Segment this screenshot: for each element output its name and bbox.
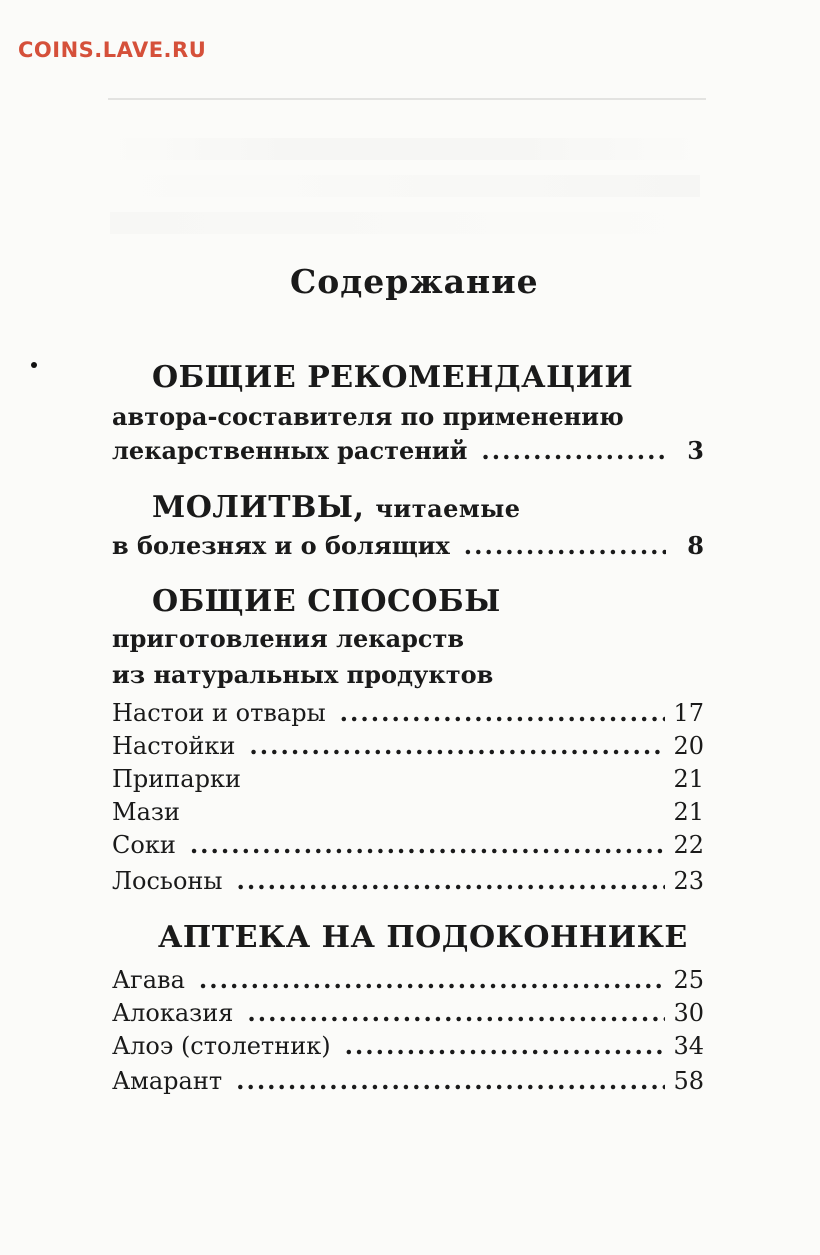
stray-ink-mark xyxy=(31,362,37,368)
toc-page-number: 34 xyxy=(673,1032,704,1060)
toc-entry[interactable] xyxy=(112,965,704,994)
section-heading-prayers xyxy=(152,490,521,525)
section-heading-windowsill-pharmacy: АПТЕКА НА ПОДОКОННИКЕ xyxy=(158,920,688,955)
toc-entry-label: Соки xyxy=(112,831,176,859)
toc-entry-label: Припарки xyxy=(112,765,241,793)
toc-entry-label: Алоэ (столетник) xyxy=(112,1032,331,1060)
toc-entry[interactable] xyxy=(112,731,704,760)
bleed-through-text xyxy=(110,175,700,197)
toc-entry-label: Амарант xyxy=(112,1067,223,1095)
section-subtitle-line: приготовления лекарств xyxy=(112,624,465,653)
toc-entry-label: Настои и отвары xyxy=(112,699,326,727)
header-rule xyxy=(108,98,706,100)
site-watermark: COINS.LAVE.RU xyxy=(18,38,207,62)
toc-page-number: 8 xyxy=(687,531,704,560)
leader-dots xyxy=(247,998,665,1027)
leader-dots xyxy=(236,1066,665,1095)
toc-page-number: 58 xyxy=(673,1067,704,1095)
leader-dots xyxy=(340,698,666,727)
toc-page-number: 17 xyxy=(673,699,704,727)
leader-dots xyxy=(199,965,666,994)
bleed-through-text xyxy=(110,138,700,160)
toc-entry[interactable] xyxy=(112,797,704,826)
toc-entry-prayers[interactable] xyxy=(112,531,704,560)
leader-dots xyxy=(464,531,666,560)
leader-dots xyxy=(249,731,665,760)
toc-page-number: 23 xyxy=(673,867,704,895)
section-heading-general-methods: ОБЩИЕ СПОСОБЫ xyxy=(152,584,501,619)
leader-dots xyxy=(345,1031,666,1060)
toc-entry[interactable] xyxy=(112,830,704,859)
toc-entry-label: Мази xyxy=(112,798,180,826)
toc-entry-label: Лосьоны xyxy=(112,867,223,895)
section-heading-text: МОЛИТВЫ, xyxy=(152,490,365,525)
bleed-through-text xyxy=(110,212,700,234)
section-heading-general-recommendations: ОБЩИЕ РЕКОМЕНДАЦИИ xyxy=(152,360,634,395)
toc-page-number: 30 xyxy=(673,999,704,1027)
toc-entry-label: лекарственных растений xyxy=(112,436,468,465)
section-heading-tail: читаемые xyxy=(375,494,521,523)
toc-entry[interactable] xyxy=(112,764,704,793)
toc-page-number: 25 xyxy=(673,966,704,994)
page-title: Содержание xyxy=(290,262,539,301)
section-subtitle-line: из натуральных продуктов xyxy=(112,660,494,689)
leader-dots xyxy=(481,436,666,465)
toc-page-number: 3 xyxy=(687,436,704,465)
leader-dots xyxy=(190,830,666,859)
toc-entry[interactable] xyxy=(112,1066,704,1095)
toc-page-number: 21 xyxy=(673,765,704,793)
toc-entry-general-recommendations[interactable] xyxy=(112,436,704,465)
toc-entry-label: Настойки xyxy=(112,732,236,760)
toc-entry-label: Агава xyxy=(112,966,185,994)
toc-entry-label: в болезнях и о болящих xyxy=(112,531,450,560)
toc-entry[interactable] xyxy=(112,866,704,895)
toc-entry[interactable] xyxy=(112,698,704,727)
leader-dots xyxy=(237,866,666,895)
toc-page-number: 22 xyxy=(673,831,704,859)
section-subtitle-line: автора-составителя по применению xyxy=(112,402,624,431)
toc-entry-label: Алоказия xyxy=(112,999,234,1027)
toc-page-number: 21 xyxy=(673,798,704,826)
toc-entry[interactable] xyxy=(112,1031,704,1060)
toc-page-number: 20 xyxy=(673,732,704,760)
toc-entry[interactable] xyxy=(112,998,704,1027)
